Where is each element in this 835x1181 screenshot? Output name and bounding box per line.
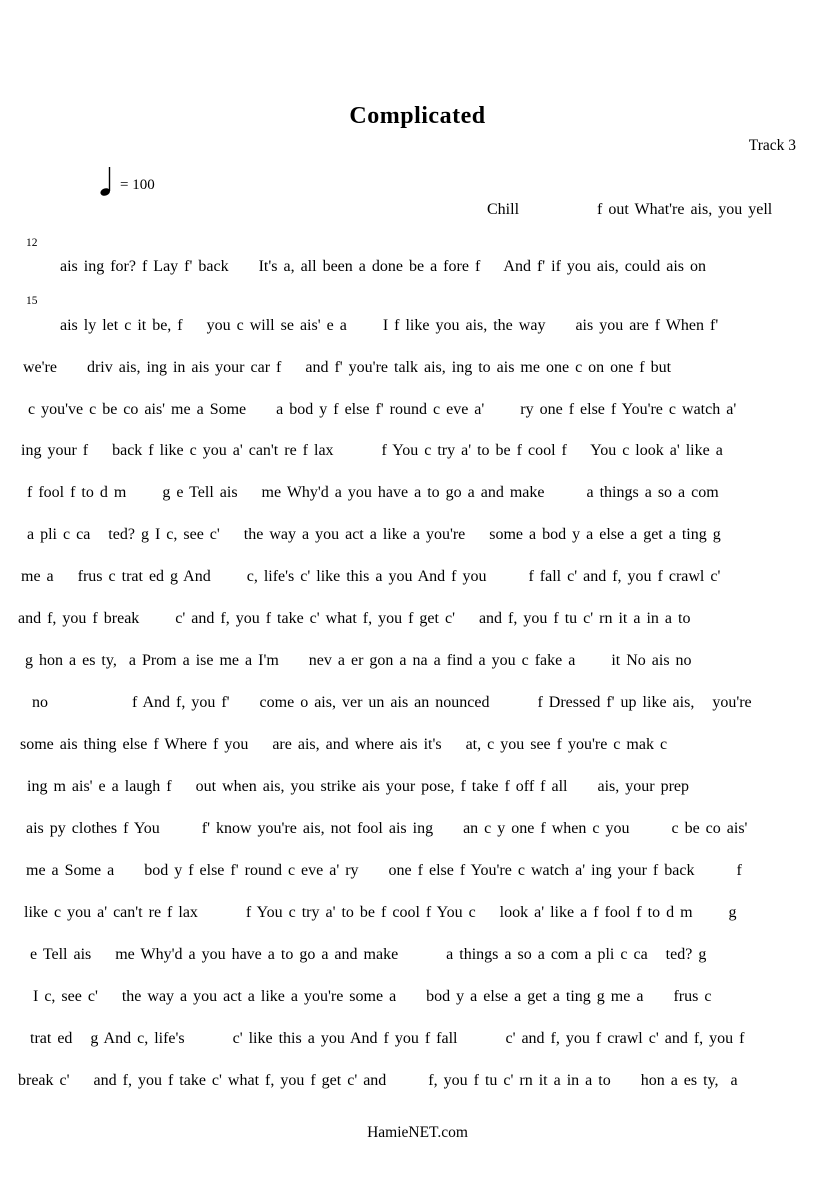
tempo-marking <box>99 166 155 197</box>
lyrics-line: I c, see c' the way a you act a like a you're some a bod y a else a get a ting g me a frus c <box>33 988 712 1005</box>
lyrics-line: ais ly let c it be, f you c will se ais' e a I f like you ais, the way ais you are f When f' <box>60 317 719 334</box>
lyrics-line: me a frus c trat ed g And c, life's c' like this a you And f you f fall c' and f, you f crawl c' <box>21 568 721 585</box>
measure-number: 12 <box>26 237 38 249</box>
lyrics-line: ing m ais' e a laugh f out when ais, you strike ais your pose, f take f off f all ais, your prep <box>27 778 689 795</box>
lyrics-line: no f And f, you f' come o ais, ver un ais an nounced f Dressed f' up like ais, you're <box>32 694 752 711</box>
lyrics-line: ing your f back f like c you a' can't re f lax f You c try a' to be f cool f You c look a' like a <box>21 442 723 459</box>
lyrics-line: f fool f to d m g e Tell ais me Why'd a you have a to go a and make a things a so a com <box>27 484 719 501</box>
song-title: Complicated <box>349 103 486 129</box>
lyrics-line: and f, you f break c' and f, you f take c' what f, you f get c' and f, you f tu c' rn it a in a to <box>18 610 691 627</box>
track-label: Track 3 <box>748 137 796 154</box>
lyrics-line: break c' and f, you f take c' what f, you f get c' and f, you f tu c' rn it a in a to hon a es ty, a <box>18 1072 738 1089</box>
measure-number: 15 <box>26 295 38 307</box>
lyrics-line: some ais thing else f Where f you are ais, and where ais it's at, c you see f you're c mak c <box>20 736 668 753</box>
lyrics-line: trat ed g And c, life's c' like this a you And f you f fall c' and f, you f crawl c' and f, you f <box>30 1030 745 1047</box>
lyrics-line: c you've c be co ais' me a Some a bod y f else f' round c eve a' ry one f else f You're c watch a' <box>28 401 737 418</box>
quarter-note-icon <box>99 166 113 197</box>
lyrics-line: a pli c ca ted? g I c, see c' the way a you act a like a you're some a bod y a else a get a ting g <box>27 526 721 543</box>
lyrics-line: ais ing for? f Lay f' back It's a, all been a done be a fore f And f' if you ais, could ais on <box>60 258 707 275</box>
lyrics-line: Chill f out What're ais, you yell <box>487 201 773 218</box>
lyrics-line: like c you a' can't re f lax f You c try a' to be f cool f You c look a' like a f fool f to d m g <box>24 904 737 921</box>
footer-watermark: HamieNET.com <box>367 1124 468 1141</box>
lyrics-line: ais py clothes f You f' know you're ais, not fool ais ing an c y one f when c you c be co ais' <box>26 820 748 837</box>
lyrics-line: g hon a es ty, a Prom a ise me a I'm nev a er gon a na a find a you c fake a it No ais no <box>25 652 692 669</box>
lyrics-line: we're driv ais, ing in ais your car f and f' you're talk ais, ing to ais me one c on one f but <box>23 359 672 376</box>
tempo-value: = 100 <box>120 177 155 193</box>
lyrics-line: e Tell ais me Why'd a you have a to go a and make a things a so a com a pli c ca ted? g <box>30 946 707 963</box>
lyrics-line: me a Some a bod y f else f' round c eve a' ry one f else f You're c watch a' ing your f back f <box>26 862 742 879</box>
